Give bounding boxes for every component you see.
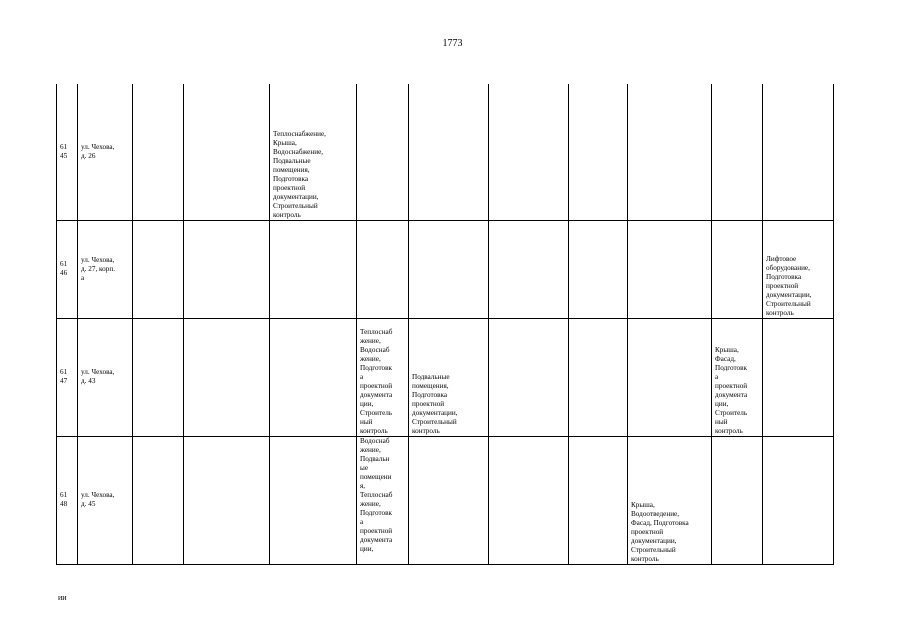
works-cell	[763, 220, 834, 318]
empty-cell	[763, 318, 834, 436]
works-list: Лифтовое оборудование, Подготовка проектной документации, Строительный контроль	[766, 254, 812, 317]
empty-cell	[184, 84, 270, 220]
empty-cell	[569, 220, 628, 318]
works-list: Теплоснаб жение, Водоснаб жение, Подготовк а проектной документа ции, Строитель ный контроль	[360, 327, 393, 435]
empty-cell	[712, 84, 763, 220]
works-cell	[357, 318, 409, 436]
empty-cell	[270, 436, 357, 564]
empty-cell	[712, 436, 763, 564]
works-list: Крыша, Водоотведение, Фасад, Подготовка проектной документации, Строительный контроль	[631, 500, 689, 563]
address-cell	[78, 436, 133, 564]
row-number: 61 46	[60, 260, 68, 277]
empty-cell	[569, 84, 628, 220]
empty-cell	[489, 436, 569, 564]
empty-cell	[133, 318, 184, 436]
empty-cell	[409, 84, 489, 220]
table-row	[57, 318, 834, 436]
empty-cell	[184, 220, 270, 318]
row-number: 61 47	[60, 368, 68, 385]
empty-cell	[628, 318, 712, 436]
address-cell	[78, 220, 133, 318]
address: ул. Чехова, д. 43	[81, 368, 115, 385]
works-cell	[409, 318, 489, 436]
table-row	[57, 220, 834, 318]
address: ул. Чехова, д. 27, корп. а	[81, 255, 115, 282]
empty-cell	[409, 436, 489, 564]
address-cell	[78, 84, 133, 220]
empty-cell	[357, 220, 409, 318]
works-cell	[628, 436, 712, 564]
address: ул. Чехова, д. 26	[81, 142, 115, 160]
empty-cell	[133, 436, 184, 564]
row-number-cell	[57, 84, 78, 220]
works-list: Водоснаб жение, Подвальн ые помещени я, Теплоснаб жение, Подготовк а проектной документа ции,	[360, 436, 393, 553]
works-list: Теплоснабжение, Крыша, Водоснабжение, Подвальные помещения, Подготовка проектной документации, Строительный контроль	[273, 129, 326, 219]
address-cell	[78, 318, 133, 436]
empty-cell	[763, 436, 834, 564]
empty-cell	[133, 220, 184, 318]
address: ул. Чехова, д. 45	[81, 491, 115, 508]
empty-cell	[763, 84, 834, 220]
row-number-cell	[57, 318, 78, 436]
works-list: Крыша, Фасад, Подготовк а проектной документа ции, Строитель ный контроль	[715, 345, 748, 435]
empty-cell	[628, 84, 712, 220]
table-row	[57, 84, 834, 220]
empty-cell	[184, 318, 270, 436]
row-number-cell	[57, 220, 78, 318]
row-number: 61 45	[60, 142, 68, 160]
row-number-cell	[57, 436, 78, 564]
empty-cell	[270, 318, 357, 436]
empty-cell	[489, 220, 569, 318]
works-table	[56, 84, 834, 565]
table-row	[57, 436, 834, 564]
page-number: 1773	[442, 38, 463, 49]
works-list: Подвальные помещения, Подготовка проектной документации, Строительный контроль	[412, 372, 458, 435]
empty-cell	[569, 436, 628, 564]
empty-cell	[569, 318, 628, 436]
empty-cell	[270, 220, 357, 318]
empty-cell	[712, 220, 763, 318]
empty-cell	[409, 220, 489, 318]
works-cell	[270, 84, 357, 220]
empty-cell	[489, 318, 569, 436]
empty-cell	[184, 436, 270, 564]
empty-cell	[628, 220, 712, 318]
empty-cell	[489, 84, 569, 220]
empty-cell	[357, 84, 409, 220]
empty-cell	[133, 84, 184, 220]
works-cell	[357, 436, 409, 564]
works-cell	[712, 318, 763, 436]
row-number: 61 48	[60, 491, 68, 508]
footer-mark: ии	[58, 593, 67, 602]
